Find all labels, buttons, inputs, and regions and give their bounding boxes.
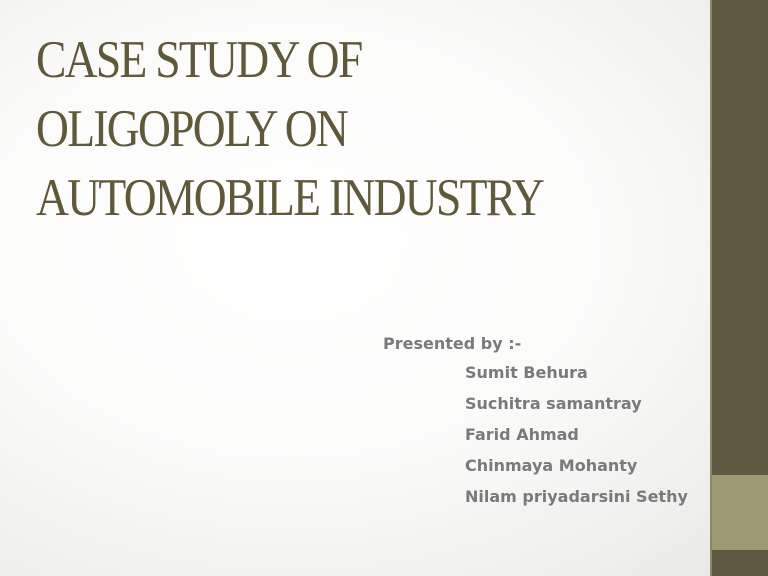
title-line-2: OLIGOPOLY ON	[36, 100, 348, 158]
slide-title	[36, 26, 586, 233]
presenter-name: Suchitra samantray	[465, 394, 642, 413]
title-line-3: AUTOMOBILE INDUSTRY	[36, 169, 544, 227]
presenters-block	[383, 331, 688, 516]
presented-by-label: Presented by :-	[383, 334, 522, 353]
title-line-1: CASE STUDY OF	[36, 31, 362, 89]
presenter-name: Nilam priyadarsini Sethy	[465, 487, 688, 506]
presenter-list	[383, 361, 688, 516]
presenter-name: Farid Ahmad	[465, 425, 579, 444]
sidebar-accent-block	[712, 475, 768, 550]
presenter-name: Sumit Behura	[465, 363, 588, 382]
presenter-name: Chinmaya Mohanty	[465, 456, 638, 475]
